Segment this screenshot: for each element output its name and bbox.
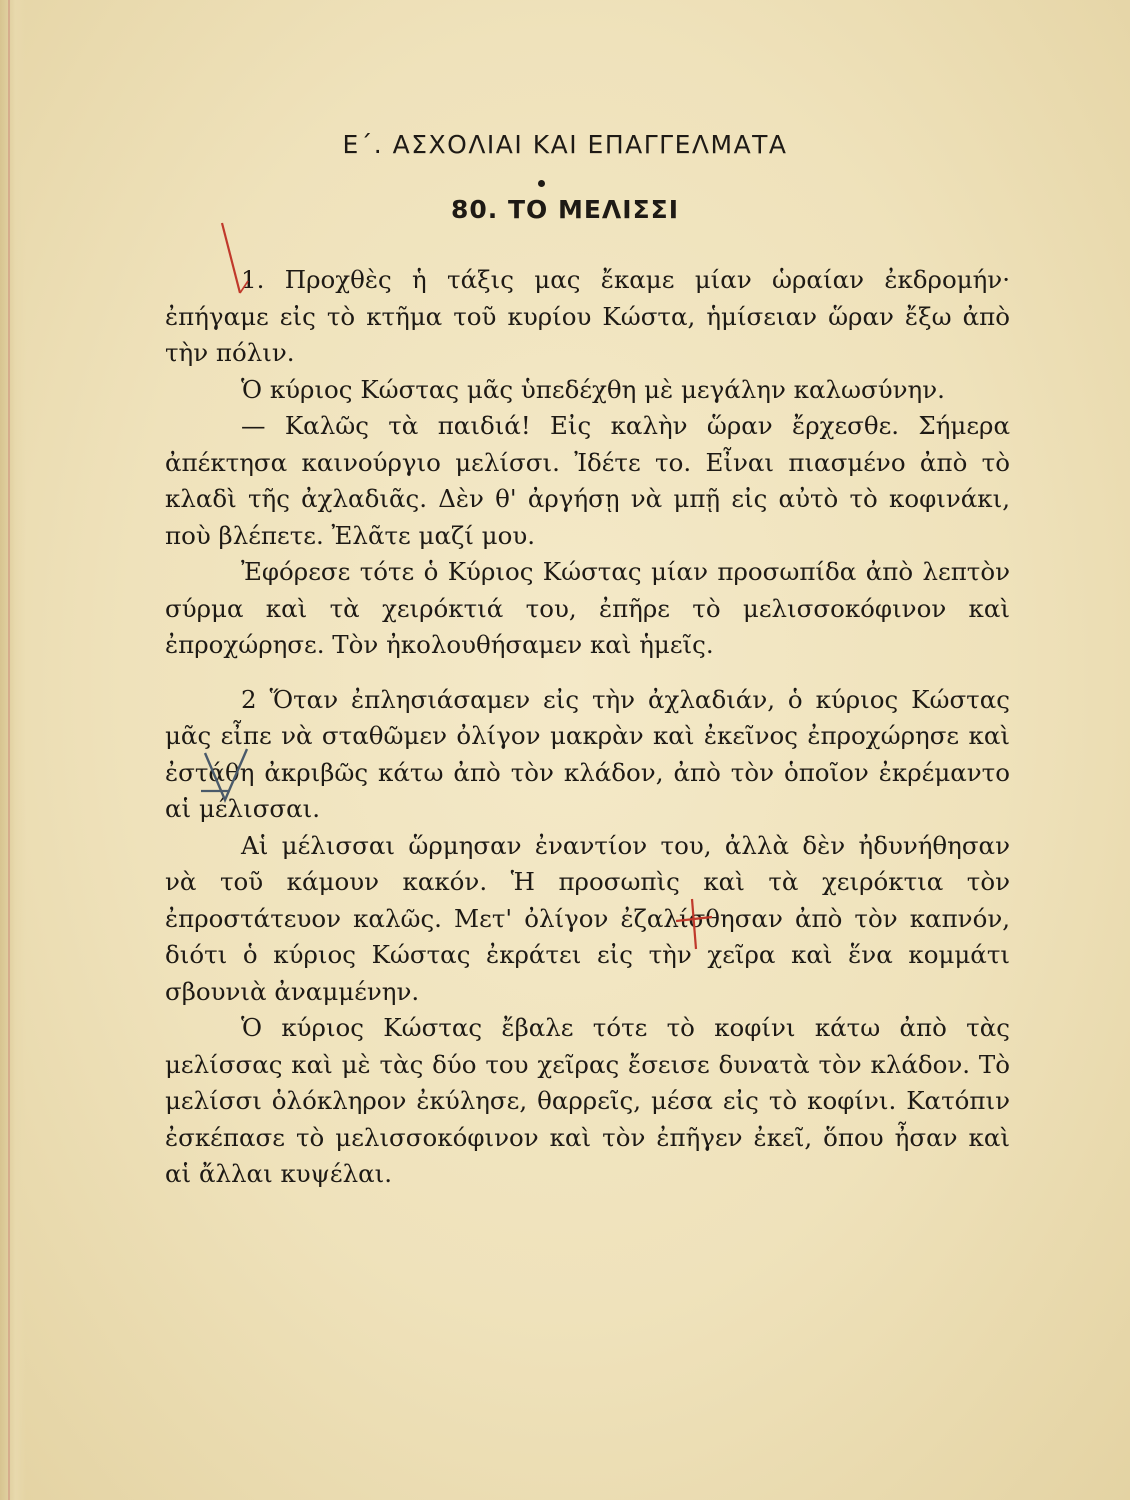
paragraph-text: Ὅταν ἐπλησιάσαμεν εἰς τὴν ἀχλαδιάν, ὁ κύριος Κώστας μᾶς εἶπε νὰ σταθῶμεν ὀλίγον μακρὰν καὶ ἐκεῖνος ἐπροχώρησε καὶ ἐστάθη ἀκριβῶς κάτω ἀπὸ τὸν κλάδον, ἀπὸ τὸν ὁποῖον ἐκρέμαντο αἱ μέλισσαι.	[165, 684, 1010, 823]
page-edge-line	[8, 0, 10, 1500]
paragraph-text: Ὁ κύριος Κώστας ἔβαλε τότε τὸ κοφίνι κάτω ἀπὸ τὰς μελίσσας καὶ μὲ τὰς δύο του χεῖρας ἔσεισε δυνατὰ τὸν κλάδον. Τὸ μελίσσι ὁλόκληρον ἐκύλησε, θαρρεῖς, μέσα εἰς τὸ κοφίνι. Κατόπιν ἐσκέπασε τὸ μελισσοκόφινον καὶ τὸν ἐπῆγεν ἐκεῖ, ὅπου ἦσαν καὶ αἱ ἄλλαι κυψέλαι.	[165, 1013, 1010, 1188]
paragraph	[165, 1010, 1010, 1193]
paragraph-text: — Καλῶς τὰ παιδιά! Εἰς καλὴν ὥραν ἔρχεσθε. Σήμερα ἀπέκτησα καινούργιο μελίσσι. Ἰδέτε το. Εἶναι πιασμένο ἀπὸ τὸ κλαδὶ τῆς ἀχλαδιᾶς. Δὲν θ' ἀργήσῃ νὰ μπῇ εἰς αὐτὸ τὸ κοφινάκι, ποὺ βλέπετε. Ἐλᾶτε μαζί μου.	[165, 411, 1010, 550]
paragraph	[165, 828, 1010, 1011]
paragraph-number: 2	[241, 684, 257, 714]
page-binding-edge	[0, 0, 26, 1500]
paragraph-number: 1.	[241, 265, 265, 294]
section-heading: Ε΄. ΑΣΧΟΛΙΑΙ ΚΑΙ ΕΠΑΓΓΕΛΜΑΤΑ	[342, 130, 788, 159]
lesson-title: 80. ΤΟ ΜΕΛΙΣΣΙ	[450, 195, 680, 224]
paragraph	[165, 408, 1010, 554]
paragraph	[165, 372, 1010, 409]
paragraph	[165, 262, 1010, 372]
heading-dot	[538, 180, 545, 187]
paragraph	[165, 554, 1010, 664]
paragraph-text: Προχθὲς ἡ τάξις μας ἔκαμε μίαν ὡραίαν ἐκδρομήν· ἐπήγαμε εἰς τὸ κτῆμα τοῦ κυρίου Κώστα, ἡμίσειαν ὥραν ἔξω ἀπὸ τὴν πόλιν.	[165, 265, 1010, 367]
paragraph-text: Ἐφόρεσε τότε ὁ Κύριος Κώστας μίαν προσωπίδα ἀπὸ λεπτὸν σύρμα καὶ τὰ χειρόκτιά του, ἐπῆρε τὸ μελισσοκόφινον καὶ ἐπροχώρησε. Τὸν ἠκολουθήσαμεν καὶ ἡμεῖς.	[165, 557, 1010, 659]
paragraph	[165, 682, 1010, 828]
paragraph-text: Αἱ μέλισσαι ὥρμησαν ἐναντίον του, ἀλλὰ δὲν ἠδυνήθησαν νὰ τοῦ κάμουν κακόν. Ἡ προσωπὶς καὶ τὰ χειρόκτια τὸν ἐπροστάτευον καλῶς. Μετ' ὀλίγον ἐζαλίσθησαν ἀπὸ τὸν καπνόν, διότι ὁ κύριος Κώστας ἐκράτει εἰς τὴν χεῖρα καὶ ἕνα κομμάτι σβουνιὰ ἀναμμένην.	[165, 830, 1010, 1006]
paragraph-text: Ὁ κύριος Κώστας μᾶς ὑπεδέχθη μὲ μεγάλην καλωσύνην.	[241, 374, 945, 404]
lesson-text	[165, 262, 1010, 1193]
